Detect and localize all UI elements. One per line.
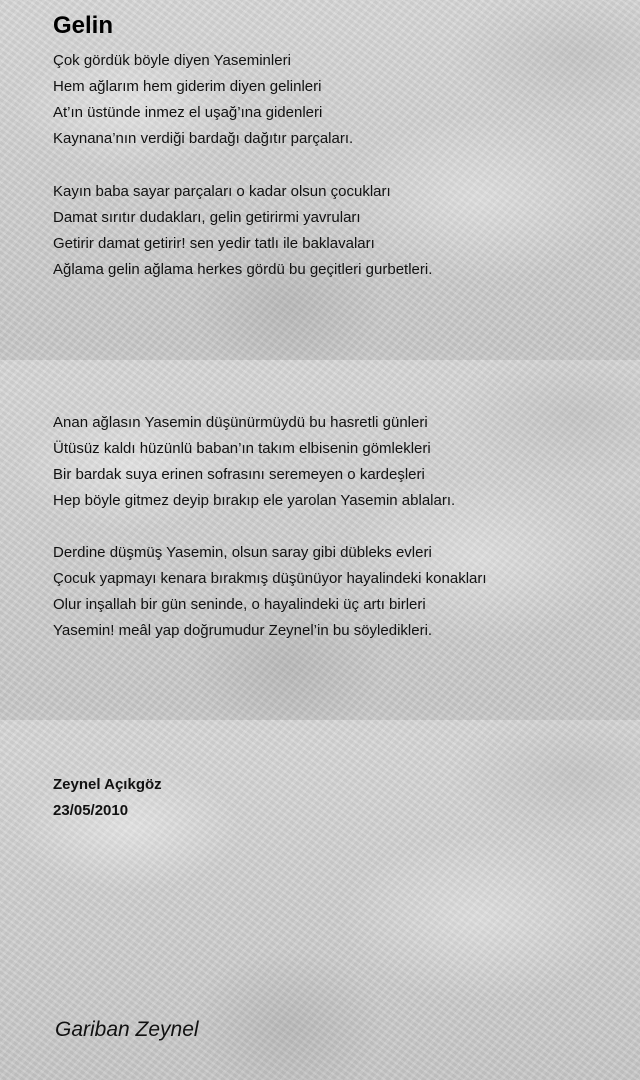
poem-panel-2 (0, 360, 640, 720)
poem-line: Kayın baba sayar parçaları o kadar olsun çocukları (53, 183, 391, 200)
author-name: Zeynel Açıkgöz (53, 776, 162, 793)
poem-title: Gelin (53, 12, 114, 39)
poem-line: Hem ağlarım hem giderim diyen gelinleri (53, 78, 322, 95)
poem-line: Derdine düşmüş Yasemin, olsun saray gibi dübleks evleri (53, 544, 432, 561)
author-signature: Gariban Zeynel (55, 1018, 199, 1041)
poem-line: Çok gördük böyle diyen Yaseminleri (53, 52, 291, 69)
poem-date: 23/05/2010 (53, 802, 129, 819)
poem-line: Getirir damat getirir! sen yedir tatlı ile baklavaları (53, 235, 375, 252)
poem-line: Anan ağlasın Yasemin düşünürmüydü bu hasretli günleri (53, 414, 428, 431)
poem-line: Ağlama gelin ağlama herkes gördü bu geçitleri gurbetleri. (53, 261, 433, 278)
poem-line: Ütüsüz kaldı hüzünlü baban’ın takım elbisenin gömlekleri (53, 440, 431, 457)
poem-panel-3 (0, 720, 640, 1080)
poem-line: Kaynana’nın verdiği bardağı dağıtır parçaları. (53, 130, 354, 147)
poem-line: Damat sırıtır dudakları, gelin getirirmi yavruları (53, 209, 361, 226)
poem-line: Hep böyle gitmez deyip bırakıp ele yarolan Yasemin ablaları. (53, 492, 456, 509)
stanza-2 (53, 179, 432, 283)
poem-line: Bir bardak suya erinen sofrasını seremeyen o kardeşleri (53, 466, 425, 483)
stanza-1 (53, 48, 353, 152)
stanza-3 (53, 410, 455, 514)
poem-line: Olur inşallah bir gün seninde, o hayalindeki üç artı birleri (53, 596, 426, 613)
poem-line: Yasemin! meâl yap doğrumudur Zeynel’in bu söyledikleri. (53, 622, 433, 639)
poem-panel-1 (0, 0, 640, 360)
poem-line: Çocuk yapmayı kenara bırakmış düşünüyor hayalindeki konakları (53, 570, 487, 587)
poem-line: At’ın üstünde inmez el uşağ’ına gidenleri (53, 104, 323, 121)
stanza-4 (53, 540, 487, 644)
